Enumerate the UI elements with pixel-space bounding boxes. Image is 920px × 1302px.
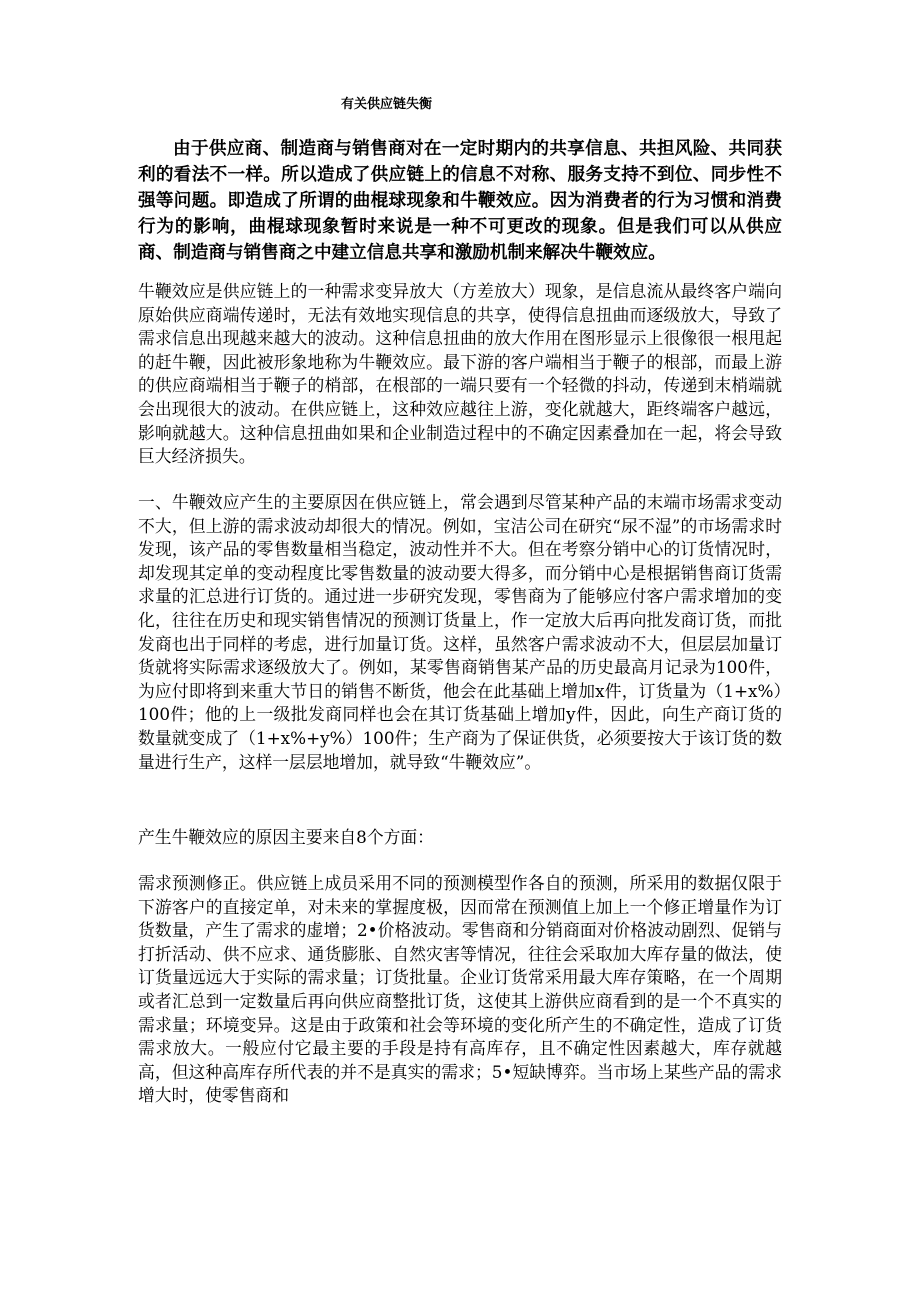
summary-paragraph: 由于供应商、制造商与销售商对在一定时期内的共享信息、共担风险、共同获利的看法不一样。所以造成了供应链上的信息不对称、服务支持不到位、同步性不强等问题。即造成了所谓的曲棍球现象和牛鞭效应。因为消费者的行为习惯和消费行为的影响，曲棍球现象暂时来说是一种不可更改的现象。但是我们可以从供应商、制造商与销售商之中建立信息共享和激励机制来解决牛鞭效应。 [138,139,782,263]
document-title: 有关供应链失衡 [341,97,433,112]
body-paragraph: 需求预测修正。供应链上成员采用不同的预测模型作各自的预测，所采用的数据仅限于下游客户的直接定单，对未来的掌握度极，因而常在预测值上加上一个修正增量作为订货数量，产生了需求的虚增；2•价格波动。零售商和分销商面对价格波动剧烈、促销与打折活动、供不应求、通货膨胀、自然灾害等情况，往往会采取加大库存量的做法，使订货量远远大于实际的需求量；订货批量。企业订货常采用最大库存策略，在一个周期或者汇总到一定数量后再向供应商整批订货，这使其上游供应商看到的是一个不真实的需求量；环境变异。这是由于政策和社会等环境的变化所产生的不确定性，造成了订货需求放大。一般应付它最主要的手段是持有高库存，且不确定性因素越大，库存就越高，但这种高库存所代表的并不是真实的需求；5•短缺博弈。当市场上某些产品的需求增大时，使零售商和 [138,873,782,1106]
body-paragraph: 产生牛鞭效应的原因主要来自8个方面： [138,827,434,847]
body-paragraph: 一、牛鞭效应产生的主要原因在供应链上，常会遇到尽管某种产品的末端市场需求变动不大，但上游的需求波动却很大的情况。例如，宝洁公司在研究“尿不湿”的市场需求时发现，该产品的零售数量相当稳定，波动性并不大。但在考察分销中心的订货情况时，却发现其定单的变动程度比零售数量的波动要大得多，而分销中心是根据销售商订货需求量的汇总进行订货的。通过进一步研究发现，零售商为了能够应付客户需求增加的变化，往往在历史和现实销售情况的预测订货量上，作一定放大后再向批发商订货，而批发商也出于同样的考虑，进行加量订货。这样，虽然客户需求波动不大，但层层加量订货就将实际需求逐级放大了。例如，某零售商销售某产品的历史最高月记录为100件，为应付即将到来重大节日的销售不断货，他会在此基础上增加x件，订货量为（1+x%）100件；他的上一级批发商同样也会在其订货基础上增加y件，因此，向生产商订货的数量就变成了（1+x%+y%）100件；生产商为了保证供货，必须要按大于该订货的数量进行生产，这样一层层地增加，就导致“牛鞭效应”。 [138,492,782,772]
body-paragraph: 牛鞭效应是供应链上的一种需求变异放大（方差放大）现象，是信息流从最终客户端向原始供应商端传递时，无法有效地实现信息的共享，使得信息扭曲而逐级放大，导致了需求信息出现越来越大的波动。这种信息扭曲的放大作用在图形显示上很像很一根甩起的赶牛鞭，因此被形象地称为牛鞭效应。最下游的客户端相当于鞭子的根部，而最上游的供应商端相当于鞭子的梢部，在根部的一端只要有一个轻微的抖动，传递到末梢端就会出现很大的波动。在供应链上，这种效应越往上游，变化就越大，距终端客户越远，影响就越大。这种信息扭曲如果和企业制造过程中的不确定因素叠加在一起，将会导致巨大经济损失。 [138,281,782,467]
